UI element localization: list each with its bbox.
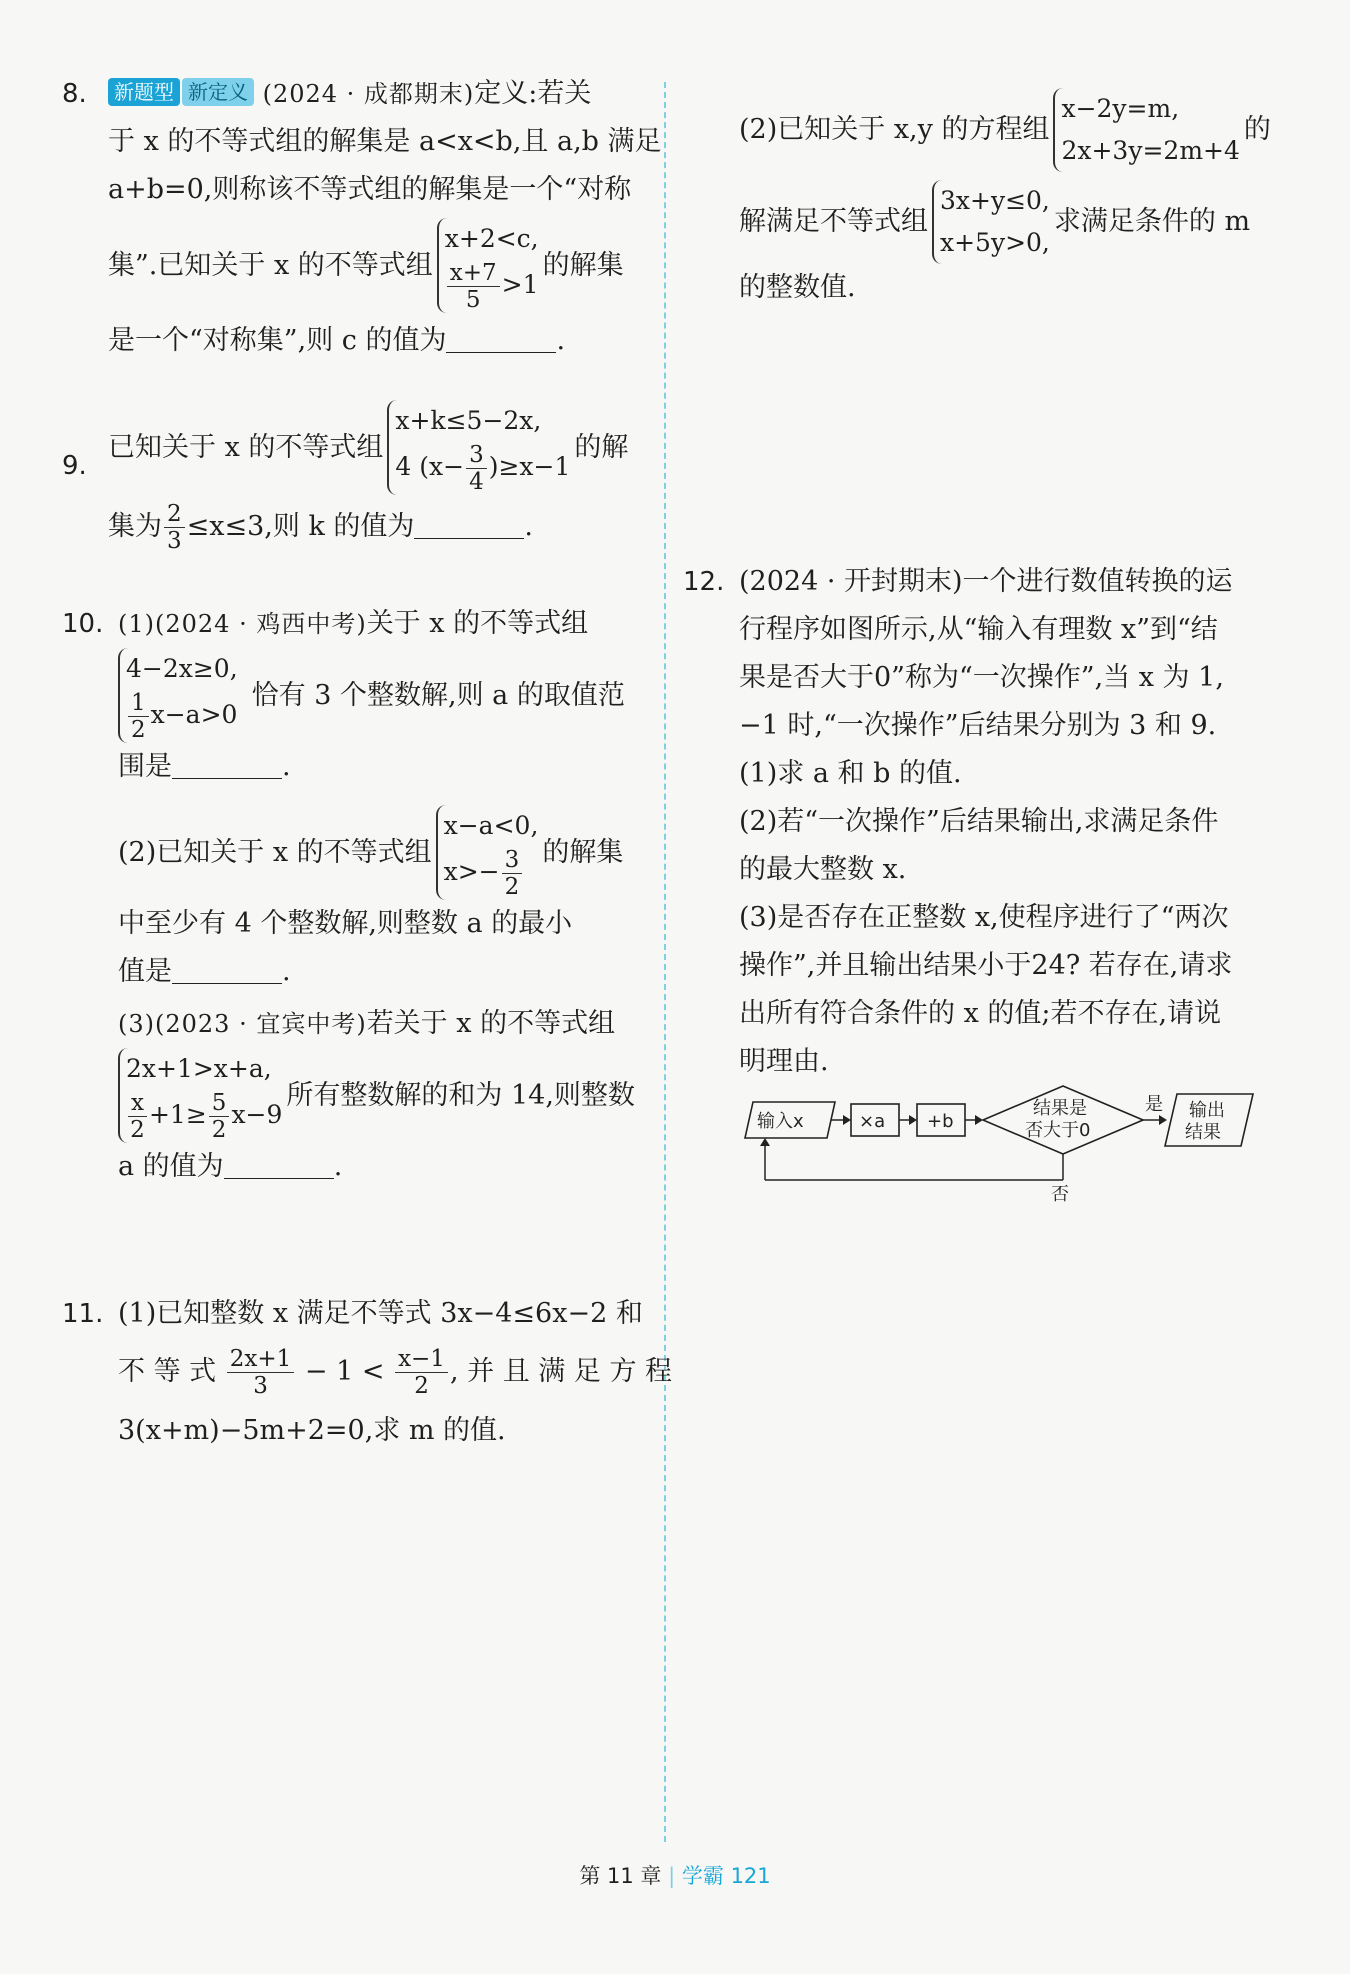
column-divider <box>664 82 666 1842</box>
text-line: 集为 <box>108 511 162 542</box>
fraction-denominator: 4 <box>469 469 484 495</box>
answer-blank[interactable] <box>172 754 282 779</box>
system-row <box>444 847 539 900</box>
fraction-numerator: x−1 <box>395 1346 448 1373</box>
system-row-part: 4 (x− <box>395 452 465 481</box>
right-column <box>683 88 1283 1086</box>
text-line: 若关于 x 的不等式组 <box>366 1008 616 1039</box>
system-row: x−a<0, <box>443 811 539 840</box>
inequality-system <box>387 400 570 495</box>
text-line: −1 时,“一次操作”后结果分别为 3 和 9. <box>739 710 1217 741</box>
problem-8: 8. 新题型 新定义 (2024 · 成都期末)定义:若关 于 x 的不等式组的解集是 a<x<b,且 a,b 满足 a+b=0,则称该不等式组的解集是一个“对称 集”.已知关于 x 的不等式组 x+2<c, $\frac{x+7}{5}$ >1 的解集 是一个“对称集”,则 c 的值为 . <box>62 70 652 400</box>
multiply-label: ×a <box>859 1111 886 1132</box>
problem-9: 9. 已知关于 x 的不等式组 x+k≤5−2x, 4 (x− $\frac{3}{4}$ )≥x−1 的解 集为 $\frac{2}{3}$ ≤x≤3,则 k 的值为 . <box>62 400 652 600</box>
system-row: x+k≤5−2x, <box>395 406 542 435</box>
system-row: 3x+y≤0, <box>940 186 1050 215</box>
question-1: (1)求 a 和 b 的值. <box>739 758 962 789</box>
text-line: 中至少有 4 个整数解,则整数 a 的最小 <box>118 908 573 939</box>
new-type-tag: 新题型 <box>108 78 180 106</box>
inequality-system <box>932 180 1050 264</box>
condition-label-line-2: 否大于0 <box>1025 1120 1091 1141</box>
text-line: a 的值为 <box>118 1151 224 1182</box>
system-row: 2x+1>x+a, <box>126 1054 272 1083</box>
text-line: 于 x 的不等式组的解集是 a<x<b,且 a,b 满足 <box>108 126 662 157</box>
answer-blank[interactable] <box>414 514 524 539</box>
text-line: 不 等 式 <box>118 1356 217 1387</box>
text-line: 明理由. <box>739 1046 829 1077</box>
text-line: 出所有符合条件的 x 的值;若不存在,请说 <box>739 998 1222 1029</box>
text-line: 的解集 <box>542 836 624 868</box>
text-line: 的解 <box>574 431 629 463</box>
problem-11-part-2 <box>683 88 1283 558</box>
text-line: 操作”,并且输出结果小于24? 若存在,请求 <box>739 950 1233 981</box>
flowchart-diagram <box>735 1080 1275 1210</box>
fraction-denominator: 3 <box>253 1373 268 1399</box>
fraction-numerator: 2x+1 <box>227 1346 295 1373</box>
system-row: x+5y>0, <box>940 228 1050 257</box>
answer-blank[interactable] <box>446 328 556 353</box>
fraction-numerator: 5 <box>209 1090 230 1117</box>
text-line: 3(x+m)−5m+2=0,求 m 的值. <box>118 1415 506 1446</box>
brand-label: 学霸 <box>681 1864 724 1888</box>
output-label-line-2: 结果 <box>1185 1122 1221 1143</box>
inequality-system <box>118 648 238 743</box>
text-line: 行程序如图所示,从“输入有理数 x”到“结 <box>739 614 1218 645</box>
system-row-part: +1≥ <box>148 1100 207 1129</box>
new-definition-tag: 新定义 <box>182 78 254 106</box>
text-line: 的最大整数 x. <box>739 854 907 885</box>
fraction-denominator: 2 <box>211 1117 227 1143</box>
text-line: 的整数值. <box>739 272 856 303</box>
text-line: (1)已知整数 x 满足不等式 3x−4≤6x−2 和 <box>118 1298 643 1329</box>
answer-blank[interactable] <box>172 959 282 984</box>
fraction-numerator: x <box>128 1090 147 1117</box>
text-line: 围是 <box>118 751 172 782</box>
text-line: ≤x≤3,则 k 的值为 <box>186 511 415 542</box>
page-footer: 第 11 章 | 学霸 121 <box>579 1864 771 1888</box>
system-row-rest: x−a>0 <box>150 700 238 729</box>
fraction-numerator: x+7 <box>447 260 500 287</box>
text-line: 集”.已知关于 x 的不等式组 <box>108 249 433 281</box>
system-row <box>395 442 570 495</box>
system-row: x−2y=m, <box>1061 94 1180 123</box>
output-label-line-1: 输出 <box>1189 1100 1225 1121</box>
problem-number: 8. <box>62 79 87 109</box>
system-row: x+2<c, <box>444 224 539 253</box>
problem-number: 10. <box>62 609 104 639</box>
page-number: 121 <box>730 1864 771 1888</box>
inequality-system <box>118 1048 282 1143</box>
inequality-system <box>437 218 539 313</box>
system-row-rest: >1 <box>501 270 539 299</box>
input-label: 输入x <box>757 1111 804 1132</box>
fraction-numerator: 1 <box>128 690 149 717</box>
fraction-numerator: 2 <box>164 501 185 528</box>
question-2: (2)若“一次操作”后结果输出,求满足条件 <box>739 806 1219 837</box>
condition-label-line-1: 结果是 <box>1033 1098 1087 1119</box>
problem-source: (1)(2024 · 鸡西中考) <box>118 610 367 638</box>
question-3: (3)是否存在正整数 x,使程序进行了“两次 <box>739 902 1229 933</box>
text-line: a+b=0,则称该不等式组的解集是一个“对称 <box>108 174 632 205</box>
chapter-label: 第 11 章 <box>579 1864 662 1888</box>
system-row: 4−2x≥0, <box>126 654 238 683</box>
text-line: 的解集 <box>542 249 624 281</box>
problem-12 <box>683 558 1283 1086</box>
fraction-numerator: 3 <box>502 847 523 874</box>
fraction-denominator: 3 <box>167 528 182 554</box>
text-line: 值是 <box>118 956 172 987</box>
problem-11 <box>62 1290 673 1455</box>
text-line: 关于 x 的不等式组 <box>366 608 589 639</box>
text-line: 解满足不等式组 <box>739 206 928 237</box>
problem-number: 9. <box>62 451 87 481</box>
fraction-denominator: 2 <box>131 717 146 743</box>
program-flowchart <box>735 1080 1275 1210</box>
text-line: 求满足条件的 m <box>1053 206 1251 237</box>
system-row-part: x>− <box>443 857 500 886</box>
system-row: 2x+3y=2m+4 <box>1061 136 1240 165</box>
fraction-numerator: 3 <box>466 442 487 469</box>
text-line: 的 <box>1243 114 1271 145</box>
system-row-part: )≥x−1 <box>488 452 571 481</box>
text-line: (2024 · 开封期末)一个进行数值转换的运 <box>739 566 1233 597</box>
text-line: (2)已知关于 x 的不等式组 <box>118 836 432 868</box>
left-column <box>62 70 673 1455</box>
problem-10: 10. (1)(2024 · 鸡西中考)关于 x 的不等式组 4−2x≥0, $\frac{1}{2}$ x−a>0 恰有 3 个整数解,则 a 的取值范 围是 . (2)已知关于 x 的不等式组 x−a<0, x>− $\frac{3}{2}$ 的解集 中至少有 4 个整数解,则整数 a 的最小 值是 . (3)(2023 · 宜宾中考)若关于 x 的不等式组 2x+1>x+a, $\frac{x}{2}$ +1≥ $\frac{5}{2}$ x−9 所有整数解的和为 14,则整数 a 的值为 . <box>62 600 652 1290</box>
system-row-part: x−9 <box>231 1100 283 1129</box>
yes-label: 是 <box>1145 1094 1163 1115</box>
fraction-denominator: 5 <box>465 287 481 313</box>
text-line: 恰有 3 个整数解,则 a 的取值范 <box>251 679 625 711</box>
text-line: − 1 < <box>304 1356 385 1387</box>
text-line: 所有整数解的和为 14,则整数 <box>286 1079 635 1111</box>
text-line: (2)已知关于 x,y 的方程组 <box>739 114 1050 145</box>
problem-source: (2024 · 成都期末) <box>262 80 475 108</box>
fraction-denominator: 2 <box>130 1117 145 1143</box>
text-line: , 并 且 满 足 方 程 <box>449 1356 673 1387</box>
system-row <box>445 260 539 313</box>
inequality-system <box>436 805 539 900</box>
problem-number: 11. <box>62 1299 104 1329</box>
fraction-denominator: 2 <box>414 1373 429 1399</box>
no-label: 否 <box>1051 1184 1069 1205</box>
answer-blank[interactable] <box>224 1154 334 1179</box>
system-row <box>126 690 238 743</box>
text-line: 定义:若关 <box>474 78 592 109</box>
problem-source: (3)(2023 · 宜宾中考) <box>118 1010 367 1038</box>
fraction-denominator: 2 <box>504 874 520 900</box>
text-line: 已知关于 x 的不等式组 <box>108 431 384 463</box>
add-label: +b <box>927 1111 954 1132</box>
problem-number: 12. <box>683 567 725 597</box>
equation-system <box>1053 88 1239 172</box>
text-line: 果是否大于0”称为“一次操作”,当 x 为 1, <box>739 662 1224 693</box>
system-row <box>126 1090 282 1143</box>
text-line: 是一个“对称集”,则 c 的值为 <box>108 325 447 356</box>
